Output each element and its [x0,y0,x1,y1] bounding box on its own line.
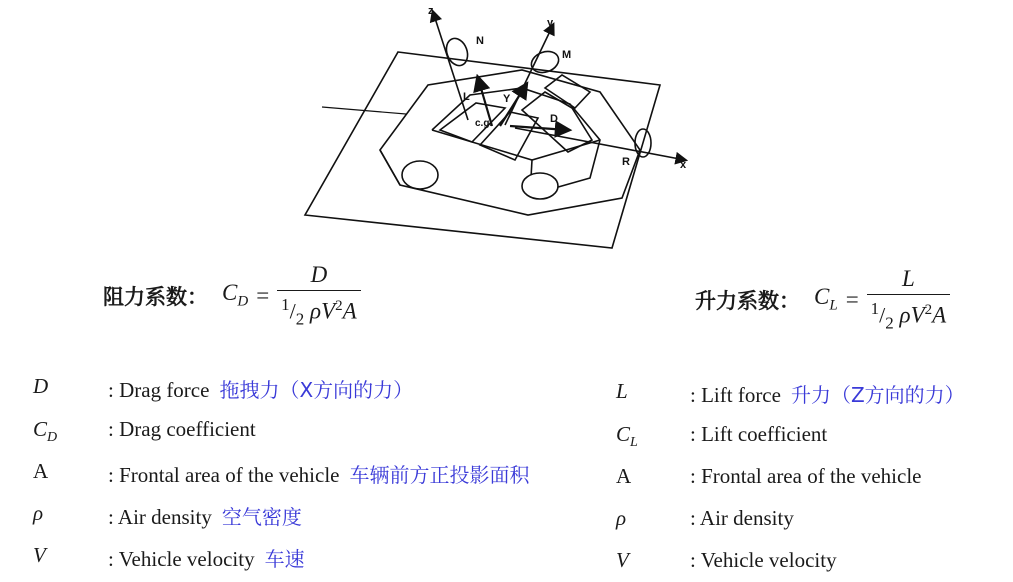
right-def-symbol: $C_L$ [616,422,638,451]
moment-label-r: R [622,156,630,168]
drag-formula-label: 阻力系数： [103,284,208,309]
force-label-d: D [550,113,558,125]
right-def-desc: : Air density [690,506,794,530]
left-def-desc: : Frontal area of the vehicle 车辆前方正投影面积 [108,463,530,487]
axis-label-x: x [680,159,687,171]
cg-label: c.g. [475,118,493,129]
right-def-symbol: V [616,548,629,572]
axis-label-y: y [547,17,554,29]
right-def-desc: : Frontal area of the vehicle [690,464,922,488]
right-def-desc: : Vehicle velocity [690,548,837,572]
left-def-symbol: V [33,543,46,567]
left-def-symbol: $C_D$ [33,417,58,446]
axis-label-z: z [428,5,434,17]
drag-formula-lhs: $C_D$ [222,280,249,310]
right-def-desc: : Lift coefficient [690,422,828,446]
left-def-symbol: ρ [33,501,44,525]
left-def-desc: : Vehicle velocity 车速 [108,547,305,571]
drag-coefficient-formula: 阻力系数： $C_D$ = $\frac{D}{^1/_2 \rho V^2A}$ [103,262,361,329]
left-def-desc: : Drag coefficient [108,417,256,441]
vehicle-axes-diagram [300,0,690,255]
lift-formula-label: 升力系数： [695,288,800,313]
lift-fraction: $\frac{L}{^1/_2 \rho V^2A}$ [867,266,951,333]
left-def-symbol: A [33,459,49,483]
right-def-desc: : Lift force 升力（Z方向的力） [690,383,965,407]
lift-coefficient-formula: 升力系数： $C_L$ = $\frac{L}{^1/_2 \rho V^2A}$ [695,266,950,333]
right-def-symbol: ρ [616,506,627,530]
moment-label-n: N [476,35,484,47]
lift-formula-lhs: $C_L$ [814,284,838,314]
left-def-desc: : Air density 空气密度 [108,505,302,529]
force-label-l: L [463,91,470,103]
force-label-y: Y [503,93,511,105]
right-def-symbol: L [616,379,628,403]
moment-label-m: M [562,49,572,61]
drag-fraction: $\frac{D}{^1/_2 \rho V^2A}$ [277,262,361,329]
left-def-desc: : Drag force 拖拽力（X方向的力） [108,378,414,402]
left-def-symbol: D [33,374,49,398]
right-def-symbol: A [616,464,632,488]
